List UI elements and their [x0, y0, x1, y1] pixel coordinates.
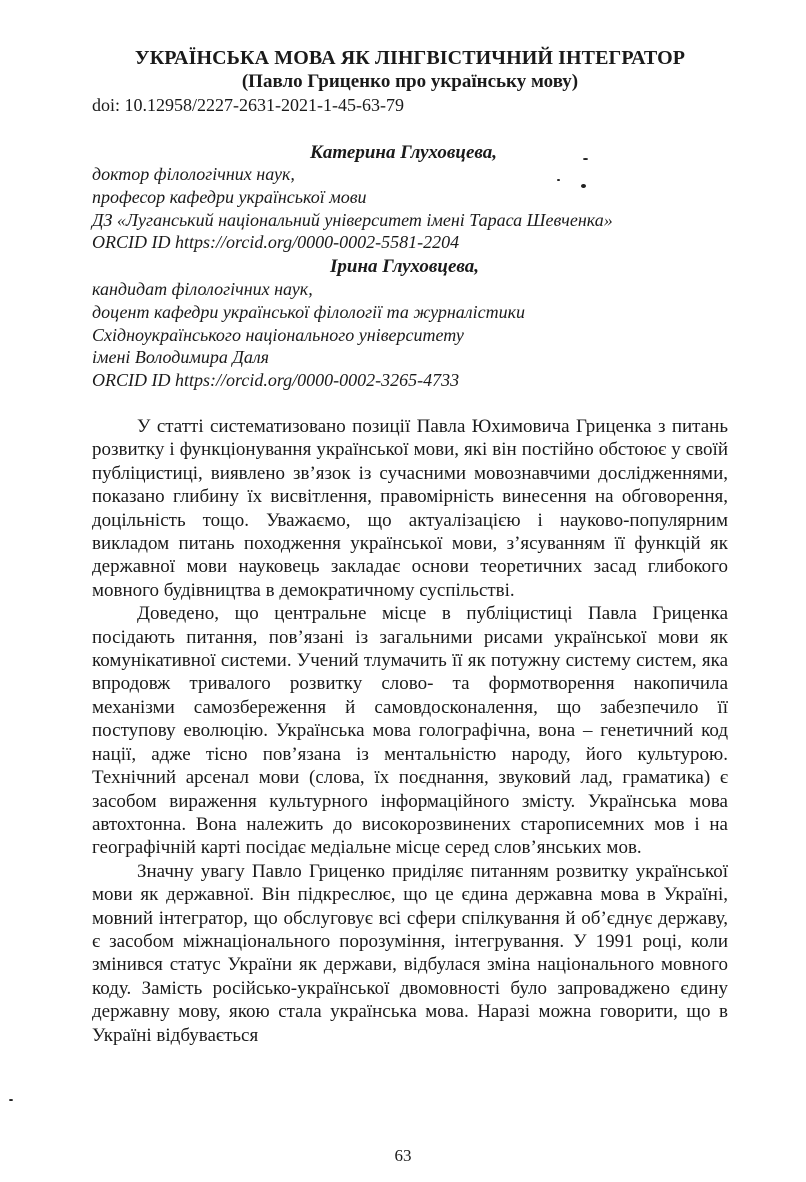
- body-paragraph: Доведено, що центральне місце в публіцистиці Павла Гриценка посідають питання, пов’язані із загальними рисами української мови як комунікативної системи. Учений тлумачить її як потужну систему систем, яка впродовж тривалого розвитку слово- та формотворення накопичила механізми самозбереження й самовдосконалення, що забезпечило її поступову еволюцію. Українська мова голографічна, вона – генетичний код нації, адже тісно пов’язана із ментальністю народу, його культурою. Технічний арсенал мови (слова, їх поєднання, звуковий лад, граматика) є засобом вираження культурного інформаційного змісту. Українська мова автохтонна. Вона належить до високорозвинених старописемних мов і на географічній карті посідає медіальне місце серед слов’янських мов.: [92, 603, 728, 859]
- body-paragraph: У статті систематизовано позиції Павла Юхимовича Гриценка з питань розвитку і функціонування української мови, які він постійно обстоює у своїй публіцистиці, виявлено зв’язок із сучасними мовознавчими дослідженнями, показано глибину їх висвітлення, правомірність винесення на обговорення, доцільність тощо. Уважаємо, що актуалізацією і науково-популярним викладом питань походження української мови, з’ясуванням її функцій як державної мови науковець закладає основи теоретичних засад глибокого мовного будівництва в демократичному суспільстві.: [92, 416, 728, 601]
- affiliation-line: доцент кафедри української філології та журналістики: [92, 301, 526, 322]
- page-number: 63: [394, 1146, 412, 1165]
- affiliation-line: професор кафедри української мови: [92, 186, 367, 207]
- affiliation-line: імені Володимира Даля: [92, 347, 270, 368]
- body-paragraph: Значну увагу Павло Гриценко приділяє питанням розвитку української мови як державної. Він підкреслює, що це єдина державна мова в Україні, мовний інтегратор, що обслуговує всі сфери спілкування й об’єднує державу, є засобом міжнаціонального порозуміння, інтегрування. У 1991 році, коли змінився статус України як держави, відбулася зміна національного мовного коду. Замість російсько-української двомовності було запроваджено єдину державну мову, якою стала українська мова. Наразі можна говорити, що в Україні відбувається: [92, 860, 728, 1046]
- affiliation-line: ДЗ «Луганський національний університет імені Тараса Шевченка»: [92, 209, 613, 230]
- article-subtitle: (Павло Гриценко про українську мову): [241, 71, 579, 92]
- scan-speck: [557, 179, 560, 181]
- doi-line: doi: 10.12958/2227-2631-2021-1-45-63-79: [92, 95, 404, 115]
- scan-speck: [583, 158, 588, 160]
- scan-speck: [581, 184, 586, 188]
- affiliation-line: Східноукраїнського національного університету: [92, 324, 464, 345]
- scan-speck: [9, 1099, 13, 1101]
- article-title: УКРАЇНСЬКА МОВА ЯК ЛІНГВІСТИЧНИЙ ІНТЕГРАТОР: [134, 47, 686, 69]
- orcid-line: ORCID ID https://orcid.org/0000-0002-5581-2204: [92, 232, 460, 253]
- abstract-body: [92, 415, 728, 1047]
- author-name-2: Ірина Глуховцева,: [330, 256, 480, 277]
- affiliation-line: доктор філологічних наук,: [92, 164, 295, 184]
- author-name-1: Катерина Глуховцева,: [310, 142, 497, 163]
- affiliation-line: кандидат філологічних наук,: [92, 279, 313, 299]
- author-affiliation-2: [92, 278, 525, 392]
- orcid-line: ORCID ID https://orcid.org/0000-0002-3265-4733: [92, 370, 460, 391]
- author-affiliation-1: [92, 163, 613, 254]
